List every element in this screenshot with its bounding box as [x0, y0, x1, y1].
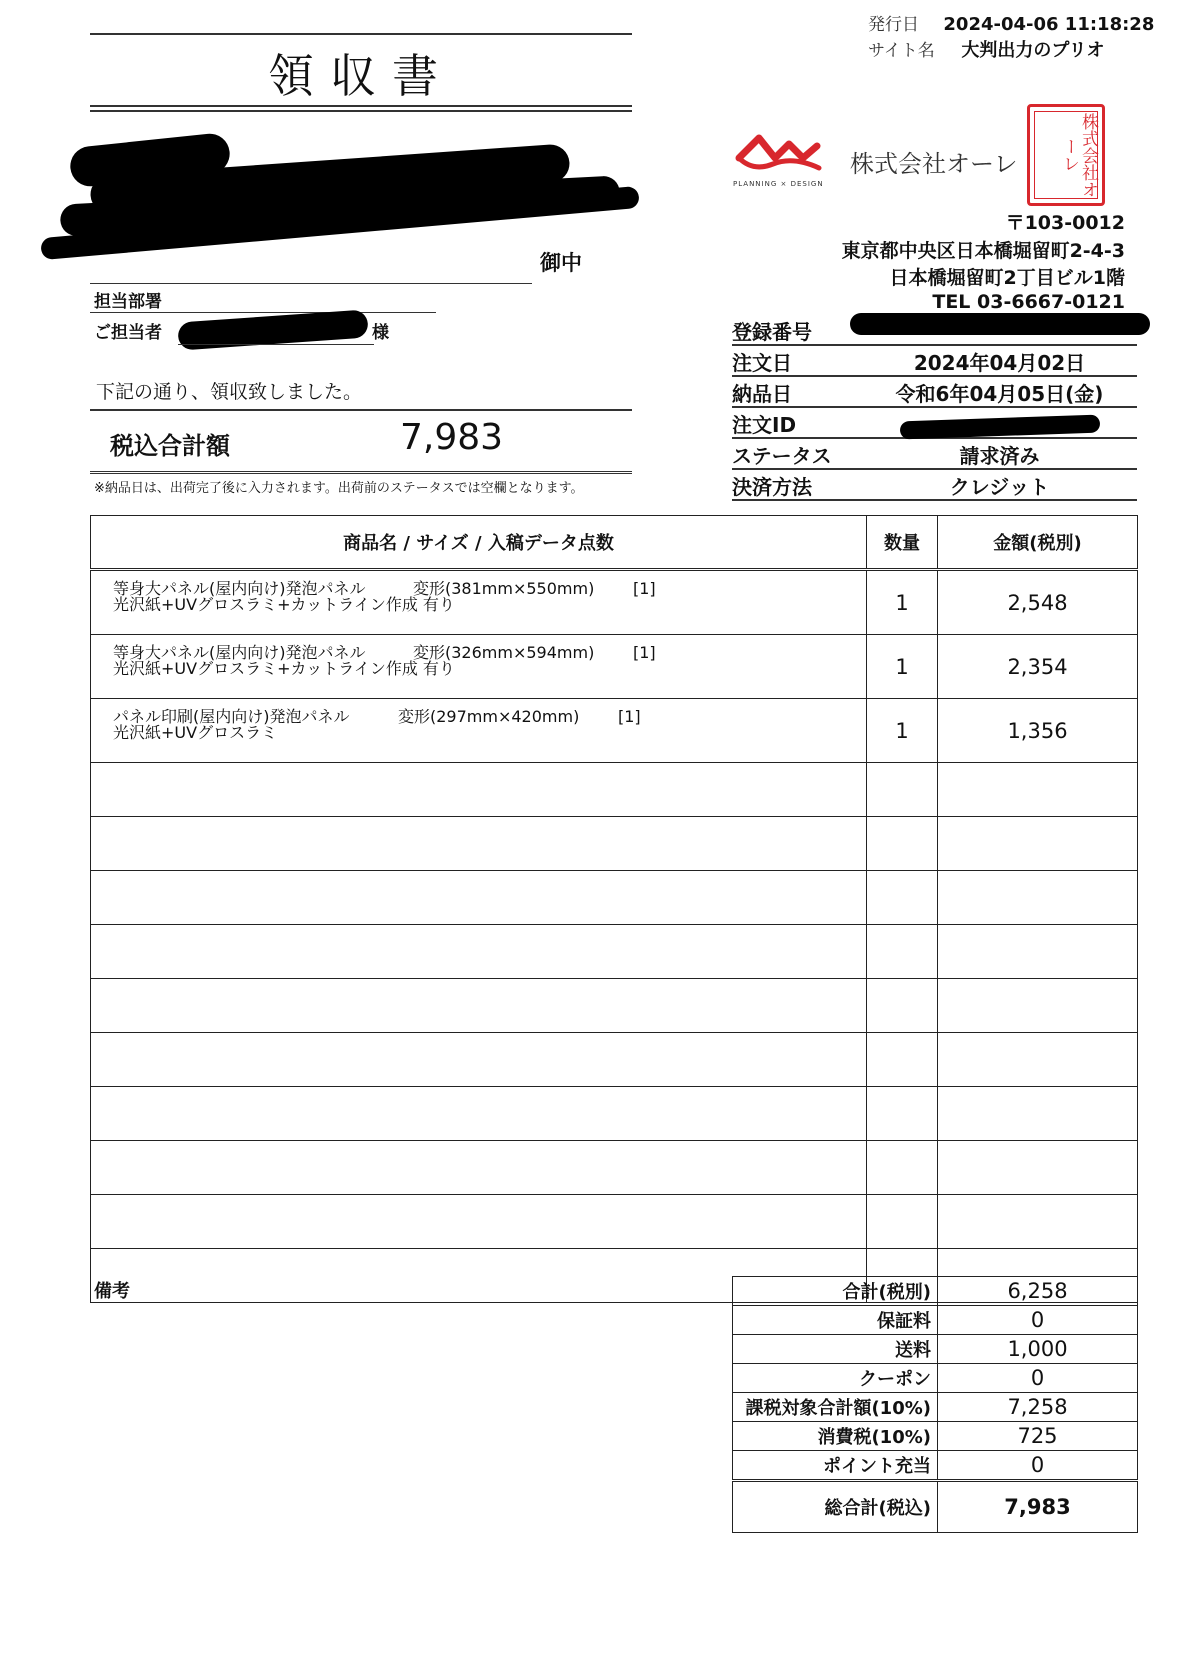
redaction-mark: [850, 313, 1150, 335]
table-row-empty: [91, 925, 1138, 979]
totals-label: 消費税(10%): [733, 1422, 938, 1451]
item-amount: 1,356: [938, 699, 1138, 763]
grand-total-row: [733, 1481, 1138, 1533]
totals-value: 0: [938, 1451, 1138, 1481]
totals-value: 0: [938, 1364, 1138, 1393]
person-label: ご担当者: [94, 323, 162, 343]
item-size: 変形(381mm×550mm): [413, 579, 595, 598]
totals-label: 合計(税別): [733, 1277, 938, 1306]
item-amount: 2,354: [938, 635, 1138, 699]
table-row: [91, 635, 1138, 699]
item-size: 変形(297mm×420mm): [398, 707, 580, 726]
totals-value: 7,258: [938, 1393, 1138, 1422]
totals-label: ポイント充当: [733, 1451, 938, 1481]
totals-row: [733, 1422, 1138, 1451]
title-bottom-rule: [90, 105, 632, 107]
seal-text: 株式会社オーレ: [1034, 111, 1098, 199]
company-tel: TEL 03-6667-0121: [932, 291, 1125, 313]
company-logo-icon: [733, 128, 825, 188]
totals-label: クーポン: [733, 1364, 938, 1393]
info-row-delivery-date: [732, 375, 1137, 408]
info-row-payment: [732, 468, 1137, 501]
totals-label: 課税対象合計額(10%): [733, 1393, 938, 1422]
title-bottom-rule-2: [90, 110, 632, 112]
item-name-line2: 光沢紙+UVグロスラミ: [113, 723, 278, 742]
receipt-message: 下記の通り、領収致しました。: [96, 381, 363, 403]
order-id-label: 注文ID: [732, 413, 797, 437]
table-row-empty: [91, 1141, 1138, 1195]
table-row-empty: [91, 763, 1138, 817]
title-top-rule: [90, 33, 632, 35]
totals-row: [733, 1393, 1138, 1422]
table-row: [91, 570, 1138, 635]
department-underline: [90, 312, 436, 313]
item-name: [91, 635, 867, 699]
company-address-1: 東京都中央区日本橋堀留町2-4-3: [841, 240, 1125, 262]
issue-date: 2024-04-06 11:18:28: [943, 14, 1155, 35]
items-table: [90, 515, 1138, 1303]
person-underline: [178, 344, 374, 345]
table-row-empty: [91, 979, 1138, 1033]
header-qty: 数量: [867, 516, 938, 570]
item-name-line1: 等身大パネル(屋内向け)発泡パネル: [113, 579, 366, 598]
items-header-row: [91, 516, 1138, 570]
totals-value: 1,000: [938, 1335, 1138, 1364]
payment-label: 決済方法: [732, 475, 812, 499]
delivery-date-label: 納品日: [732, 382, 792, 406]
item-count: [1]: [633, 579, 656, 598]
recipient-underline: [90, 283, 532, 284]
item-count: [1]: [633, 643, 656, 662]
order-date-label: 注文日: [732, 351, 792, 375]
table-row-empty: [91, 817, 1138, 871]
issue-date-row: [868, 10, 1154, 35]
issue-date-label: 発行日: [868, 15, 919, 35]
grand-total-label: 総合計(税込): [733, 1481, 938, 1533]
totals-row: [733, 1451, 1138, 1481]
total-summary-box: [90, 409, 632, 473]
item-name: [91, 570, 867, 635]
header-product: 商品名 / サイズ / 入稿データ点数: [91, 516, 867, 570]
info-row-status: [732, 437, 1137, 470]
remarks-label: 備考: [94, 1281, 130, 1302]
total-label: 税込合計額: [110, 432, 230, 460]
logo-caption: PLANNING × DESIGN: [733, 180, 824, 188]
item-name: [91, 699, 867, 763]
table-row-empty: [91, 1087, 1138, 1141]
table-row-empty: [91, 1195, 1138, 1249]
item-qty: 1: [867, 699, 938, 763]
item-qty: 1: [867, 570, 938, 635]
status-label: ステータス: [732, 444, 832, 468]
site-name-label: サイト名: [868, 41, 935, 61]
company-name: 株式会社オーレ: [850, 150, 1018, 178]
totals-row: [733, 1364, 1138, 1393]
header-amount: 金額(税別): [938, 516, 1138, 570]
item-count: [1]: [618, 707, 641, 726]
item-name-line1: パネル印刷(屋内向け)発泡パネル: [113, 707, 350, 726]
total-summary-bottom-rule: [90, 471, 632, 474]
company-address-2: 日本橋堀留町2丁目ビル1階: [889, 267, 1125, 289]
total-value: 7,983: [400, 417, 504, 458]
totals-row: [733, 1306, 1138, 1335]
totals-row: [733, 1335, 1138, 1364]
company-seal: [1027, 104, 1105, 206]
totals-label: 送料: [733, 1335, 938, 1364]
delivery-note: ※納品日は、出荷完了後に入力されます。出荷前のステータスでは空欄となります。: [94, 481, 584, 496]
info-row-order-date: [732, 344, 1137, 377]
recipient-honorific: 御中: [540, 251, 582, 275]
table-row-empty: [91, 871, 1138, 925]
table-row-empty: [91, 1033, 1138, 1087]
table-row: [91, 699, 1138, 763]
payment-value: クレジット: [949, 475, 1050, 499]
delivery-date: 令和6年04月05日(金): [895, 382, 1104, 406]
totals-table: [732, 1276, 1138, 1533]
order-date: 2024年04月02日: [913, 351, 1086, 375]
document-title: 領収書: [268, 49, 454, 103]
totals-value: 6,258: [938, 1277, 1138, 1306]
item-qty: 1: [867, 635, 938, 699]
totals-value: 725: [938, 1422, 1138, 1451]
site-name-row: [868, 36, 1105, 62]
item-name-line2: 光沢紙+UVグロスラミ+カットライン作成 有り: [113, 595, 455, 614]
department-label: 担当部署: [94, 292, 162, 312]
item-name-line1: 等身大パネル(屋内向け)発泡パネル: [113, 643, 366, 662]
item-name-line2: 光沢紙+UVグロスラミ+カットライン作成 有り: [113, 659, 455, 678]
company-postal: 〒103-0012: [1005, 212, 1125, 234]
site-name: 大判出力のプリオ: [961, 40, 1105, 61]
registration-label: 登録番号: [732, 320, 812, 344]
status-value: 請求済み: [959, 444, 1040, 468]
totals-label: 保証料: [733, 1306, 938, 1335]
person-honorific: 様: [372, 323, 389, 343]
item-amount: 2,548: [938, 570, 1138, 635]
totals-value: 0: [938, 1306, 1138, 1335]
totals-row: [733, 1277, 1138, 1306]
grand-total-value: 7,983: [938, 1481, 1138, 1533]
item-size: 変形(326mm×594mm): [413, 643, 595, 662]
